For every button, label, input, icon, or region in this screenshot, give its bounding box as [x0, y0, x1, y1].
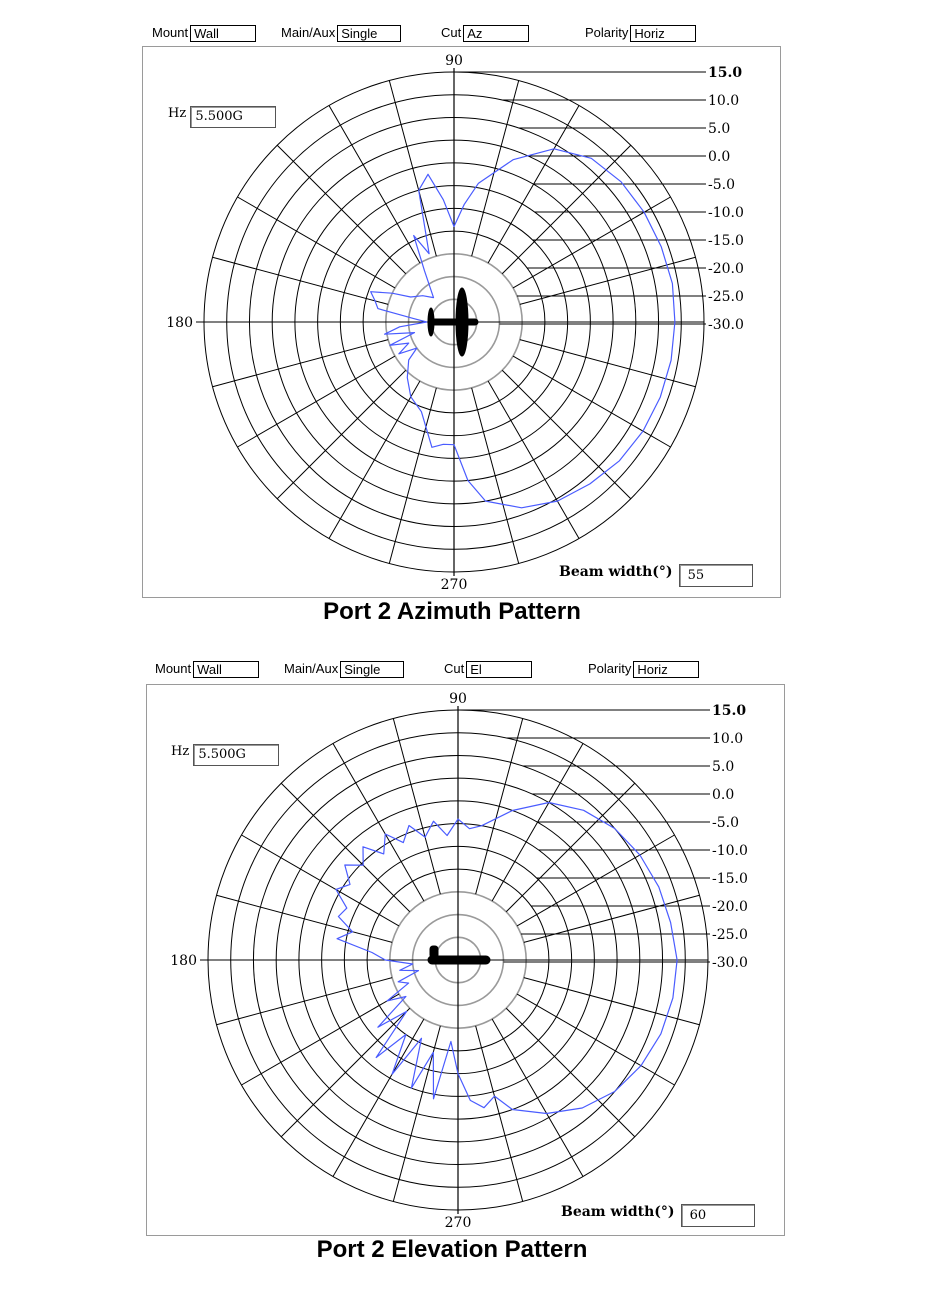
grid-spoke: [476, 719, 523, 895]
mount-field[interactable]: Wall: [193, 661, 259, 678]
aircraft-tail: [428, 308, 434, 336]
grid-spoke: [476, 1026, 523, 1202]
grid-spoke: [513, 197, 670, 288]
radial-tick-label: -10.0: [708, 205, 744, 221]
grid-spoke: [333, 743, 424, 900]
angle-label-270: 270: [444, 1215, 472, 1231]
hz-label: Hz: [171, 744, 190, 759]
grid-spoke: [520, 257, 696, 304]
radial-tick-label: -25.0: [708, 289, 744, 305]
angle-label-180: 180: [166, 315, 193, 331]
radial-tick-label: 0.0: [712, 787, 735, 803]
radial-tick-label: -30.0: [708, 317, 744, 333]
hz-label: Hz: [168, 106, 187, 121]
radial-tick-label: 15.0: [712, 703, 747, 719]
radial-tick-label: 5.0: [712, 759, 735, 775]
grid-spoke: [213, 257, 389, 304]
hz-control: [168, 106, 276, 128]
main-aux-field[interactable]: Single: [337, 25, 401, 42]
mount-label: Mount: [155, 661, 192, 676]
cut-field[interactable]: El: [466, 661, 532, 678]
cut-field[interactable]: Az: [463, 25, 529, 42]
hz-control: [171, 744, 279, 766]
radial-tick-label: 15.0: [708, 65, 743, 81]
mount-control: [155, 661, 259, 678]
radial-scale: [458, 703, 748, 971]
grid-spoke: [506, 783, 635, 912]
angle-label-90: 90: [449, 691, 467, 707]
hz-field[interactable]: 5.500G: [190, 106, 276, 128]
beam-width-label: Beam width(°): [559, 564, 673, 580]
radial-tick-label: -20.0: [712, 899, 748, 915]
mount-control: [152, 25, 256, 42]
radial-scale: [454, 65, 744, 333]
aircraft-icon: [428, 288, 478, 356]
chart-caption: Port 2 Azimuth Pattern: [323, 598, 581, 625]
polarity-control: [588, 661, 699, 678]
grid-spoke: [281, 783, 410, 912]
polarity-control: [585, 25, 696, 42]
aircraft-tail: [430, 946, 438, 958]
grid-spoke: [241, 835, 398, 926]
aircraft-wing: [456, 288, 468, 356]
aircraft-fuselage: [430, 319, 478, 325]
polarity-label: Polarity: [588, 661, 632, 676]
beam-width-field[interactable]: 55: [679, 564, 753, 587]
cut-control: [444, 661, 532, 678]
grid-spoke: [513, 356, 670, 447]
radial-tick-label: -5.0: [708, 177, 735, 193]
polarity-label: Polarity: [585, 25, 629, 40]
radial-tick-label: -15.0: [712, 871, 748, 887]
polarity-field[interactable]: Horiz: [630, 25, 696, 42]
grid-spoke: [502, 145, 631, 274]
grid-spoke: [389, 388, 436, 564]
grid-spoke: [217, 895, 393, 942]
grid-spoke: [237, 197, 394, 288]
grid-spoke: [281, 1008, 410, 1137]
radial-tick-label: -5.0: [712, 815, 739, 831]
beam-width-control: [559, 564, 753, 587]
cut-label: Cut: [441, 25, 462, 40]
grid-spoke: [237, 356, 394, 447]
grid-spoke: [502, 370, 631, 499]
angle-label-270: 270: [440, 577, 468, 593]
main-aux-label: Main/Aux: [284, 661, 339, 676]
main-aux-control: [281, 25, 401, 42]
beam-width-control: [561, 1204, 755, 1227]
mount-label: Mount: [152, 25, 189, 40]
grid-spoke: [241, 994, 398, 1085]
azimuth-polar-chart: [142, 46, 779, 596]
radial-tick-label: 10.0: [708, 93, 740, 109]
main-aux-label: Main/Aux: [281, 25, 336, 40]
chart-caption: Port 2 Elevation Pattern: [316, 1236, 588, 1263]
aircraft-wing: [452, 960, 476, 963]
cut-control: [441, 25, 529, 42]
radial-tick-label: -25.0: [712, 927, 748, 943]
angle-label-90: 90: [445, 53, 463, 69]
grid-spoke: [217, 978, 393, 1025]
grid-spoke: [329, 105, 420, 262]
grid-spoke: [213, 340, 389, 387]
grid-spoke: [472, 81, 519, 257]
radial-tick-label: -15.0: [708, 233, 744, 249]
grid-spoke: [333, 1019, 424, 1176]
radial-tick-label: 0.0: [708, 149, 731, 165]
radial-tick-label: -20.0: [708, 261, 744, 277]
main-aux-field[interactable]: Single: [340, 661, 404, 678]
grid-spoke: [492, 1019, 583, 1176]
angle-label-180: 180: [170, 953, 197, 969]
grid-spoke: [524, 978, 700, 1025]
main-aux-control: [284, 661, 404, 678]
polarity-field[interactable]: Horiz: [633, 661, 699, 678]
grid-spoke: [488, 381, 579, 538]
grid-spoke: [277, 370, 406, 499]
radial-tick-label: -10.0: [712, 843, 748, 859]
grid-spoke: [329, 381, 420, 538]
cut-label: Cut: [444, 661, 465, 676]
grid-spoke: [506, 1008, 635, 1137]
hz-field[interactable]: 5.500G: [193, 744, 279, 766]
grid-spoke: [277, 145, 406, 274]
grid-spoke: [472, 388, 519, 564]
grid-spoke: [517, 994, 674, 1085]
radial-tick-label: 5.0: [708, 121, 731, 137]
grid-spoke: [520, 340, 696, 387]
radial-tick-label: 10.0: [712, 731, 744, 747]
grid-spoke: [517, 835, 674, 926]
azimuth-panel: [0, 0, 936, 640]
beam-width-field[interactable]: 60: [681, 1204, 755, 1227]
radial-tick-label: -30.0: [712, 955, 748, 971]
pattern-trace: [336, 803, 677, 1114]
elevation-polar-chart: [146, 684, 783, 1234]
grid-spoke: [389, 81, 436, 257]
beam-width-label: Beam width(°): [561, 1204, 675, 1220]
grid-spoke: [393, 719, 440, 895]
mount-field[interactable]: Wall: [190, 25, 256, 42]
elevation-panel: [0, 638, 936, 1278]
